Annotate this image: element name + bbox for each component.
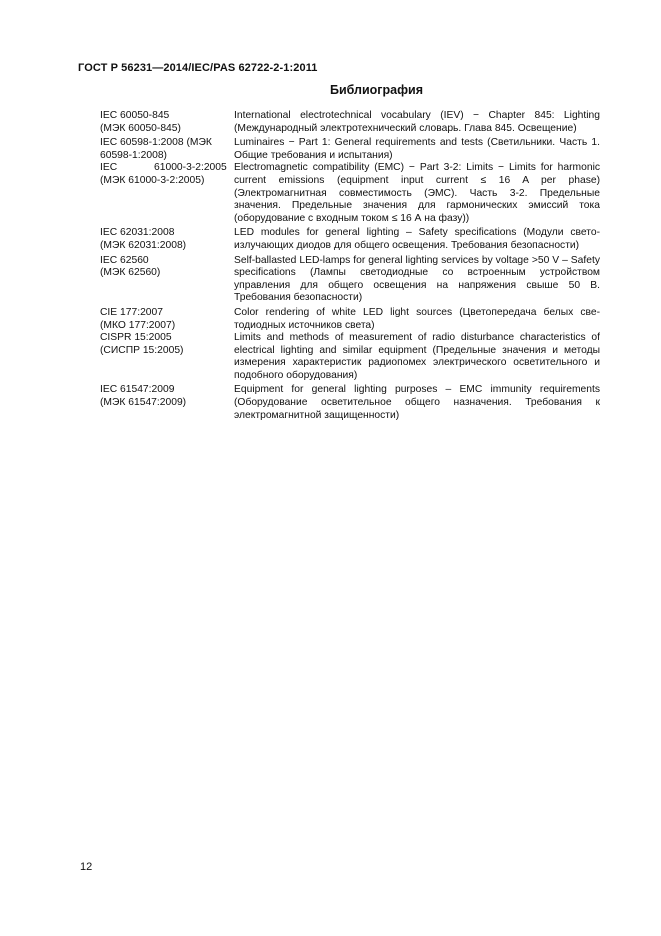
reference-description: International electrotechnical vocabulary (IEV) − Chapter 845: Lighting (Международный электротехнический словарь. Глава 845. Освещение): [234, 110, 600, 134]
reference-id: [100, 227, 234, 252]
reference-id: [100, 332, 234, 357]
reference-id: [100, 307, 234, 332]
reference-id-line: (МЭК 61547:2009): [100, 397, 187, 409]
reference-id-line: IEC 62031:2008: [100, 227, 175, 239]
bibliography-list: [100, 110, 600, 422]
reference-description: Self-ballasted LED-lamps for general lighting services by voltage >50 V – Safety specifications (Лампы светодиодные со встроенным устройством управления для общего освещения на напряжения свыше 50 В. Требования безопасности): [234, 254, 600, 304]
reference-id-line: IEC 61000-3-2:2005: [100, 162, 227, 174]
page-title: [0, 83, 661, 97]
page-number: 12: [80, 861, 93, 873]
bibliography-entry: [100, 162, 600, 225]
reference-id-line: (МЭК 62560): [100, 267, 161, 279]
reference-id-line: CIE 177:2007: [100, 306, 163, 318]
title-text: Библиография: [329, 83, 424, 97]
reference-id: [100, 162, 234, 187]
reference-id-line: 60598-1:2008): [100, 149, 167, 161]
reference-id: [100, 110, 234, 135]
reference-id: [100, 137, 234, 162]
bibliography-entry: [100, 227, 600, 252]
bibliography-entry: [100, 307, 600, 332]
bibliography-entry: [100, 255, 600, 305]
reference-id: [100, 384, 234, 409]
reference-description: Equipment for general lighting purposes – EMC immunity requirements (Оборудование осветительное общего назначения. Требования к электромагнитной защищенности): [234, 384, 600, 421]
reference-id-line: (МЭК 61000-3-2:2005): [100, 174, 205, 186]
reference-id-line: (МКО 177:2007): [100, 319, 176, 331]
reference-description: Electromagnetic compatibility (EMC) − Part 3-2: Limits − Limits for harmonic current emissions (equipment input current ≤ 16 A per phase) (Электромагнитная совместимость (ЭМС). Часть 3-2. Предельные значения. Предельные значения для гармонических эмиссий тока (оборудование с входным током ≤ 16 А на фазу)): [234, 162, 600, 224]
reference-id-line: (МЭК 62031:2008): [100, 239, 187, 251]
reference-description: Limits and methods of measurement of radio disturbance characteristics of electrical lighting and similar equipment (Предельные значения и методы измерения характеристик радиопомех электрического осветительного и подобного оборудования): [234, 332, 600, 381]
reference-description: LED modules for general lighting – Safety specifications (Модули светоизлучающих диодов для общего освещения. Требования безопасности): [234, 227, 600, 251]
reference-id-line: CISPR 15:2005: [100, 332, 172, 344]
bibliography-entry: [100, 110, 600, 135]
bibliography-entry: [100, 332, 600, 382]
reference-id-line: IEC 60050-845: [100, 110, 170, 121]
document-header: ГОСТ Р 56231—2014/IEC/PAS 62722-2-1:2011: [78, 62, 318, 74]
reference-id-line: IEC 62560: [100, 254, 149, 266]
reference-description: Luminaires − Part 1: General requirements and tests (Светильники. Часть 1. Общие требования и испытания): [234, 137, 600, 161]
reference-id-line: (СИСПР 15:2005): [100, 344, 184, 356]
reference-description: Color rendering of white LED light sources (Цветопередача белых светодиодных источников света): [234, 306, 600, 331]
bibliography-entry: [100, 384, 600, 422]
reference-id: [100, 255, 234, 280]
reference-id-line: IEC 61547:2009: [100, 384, 175, 396]
bibliography-entry: [100, 137, 600, 162]
reference-id-line: (МЭК 60050-845): [100, 122, 181, 134]
reference-id-line: IEC 60598-1:2008 (МЭК: [100, 137, 212, 149]
